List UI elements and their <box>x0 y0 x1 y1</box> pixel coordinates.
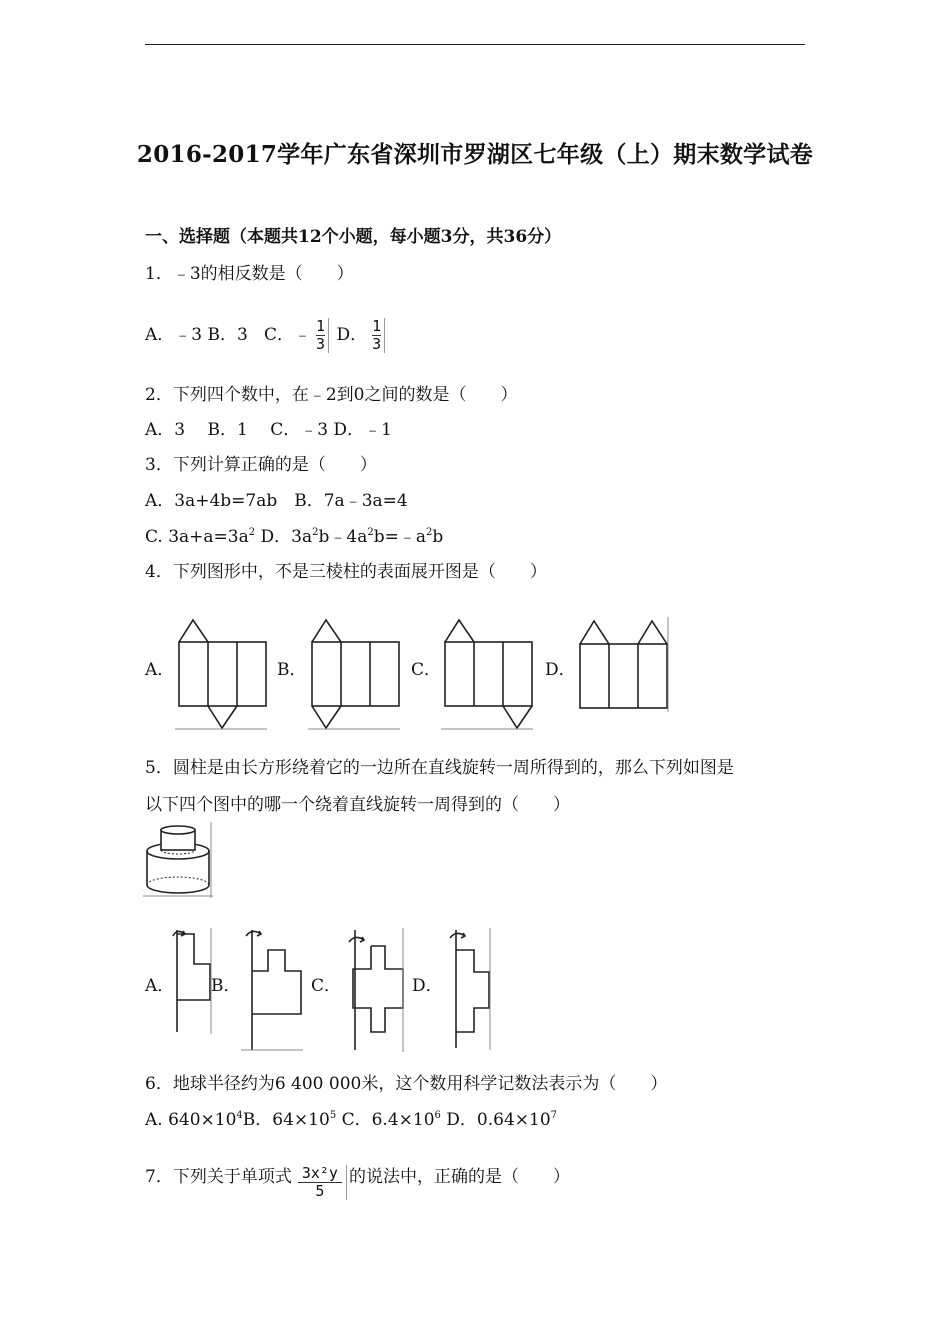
question-5-stem-line2: 以下四个图中的哪一个绕着直线旋转一周得到的（ ） <box>145 795 570 815</box>
fraction-denominator: 5 <box>315 1182 325 1200</box>
q5-figure-b <box>241 928 303 1052</box>
fraction-denominator: 3 <box>316 335 326 353</box>
exponent: 2 <box>248 527 256 538</box>
q5-solid-figure <box>143 822 213 898</box>
question-7-stem <box>145 1162 570 1200</box>
question-4-stem: 4．下列图形中，不是三棱柱的表面展开图是（ ） <box>145 562 547 582</box>
q4-label-d: D． <box>545 660 576 680</box>
question-5-stem-line1: 5．圆柱是由长方形绕着它的一边所在直线旋转一周所得到的，那么下列如图是 <box>145 758 734 778</box>
question-6-stem: 6．地球半径约为6 400 000米，这个数用科学记数法表示为（ ） <box>145 1074 668 1094</box>
header-rule <box>145 44 805 45</box>
q4-label-a: A． <box>145 660 175 680</box>
q1-option-c-sign: ﹣ <box>294 325 312 345</box>
exponent: 2 <box>312 527 319 538</box>
q5-figure-c <box>341 928 405 1052</box>
q1-option-b: B．3 <box>207 325 248 345</box>
question-3-options-row2 <box>145 522 443 547</box>
q1-option-d-fraction <box>369 318 385 353</box>
exponent: 6 <box>434 1110 441 1121</box>
q7-stem-suffix: 的说法中，正确的是（ ） <box>348 1167 570 1187</box>
question-3-options-row1: A．3a+4b=7ab B．7a﹣3a=4 <box>145 491 408 511</box>
q3-option-c: C. 3a+a=3a <box>145 527 249 547</box>
exponent: 2 <box>367 527 374 538</box>
q6-option-d: D．0.64×10 <box>440 1110 551 1130</box>
q4-figure-a <box>175 617 267 732</box>
exponent: 7 <box>550 1110 558 1121</box>
q4-figure-c <box>441 617 533 732</box>
q5-figure-d <box>445 928 493 1050</box>
q4-figure-b <box>308 617 400 732</box>
question-1-options <box>145 318 387 353</box>
q7-stem-prefix: 7．下列关于单项式 <box>145 1167 292 1187</box>
q5-label-a: A． <box>145 976 175 996</box>
fraction-numerator: 1 <box>372 317 382 335</box>
q1-option-a: A．﹣3 <box>145 325 203 345</box>
section-heading: 一、选择题（本题共12个小题，每小题3分，共36分） <box>145 227 562 247</box>
q4-label-c: C． <box>411 660 442 680</box>
q7-monomial-fraction <box>294 1165 347 1200</box>
fraction-denominator: 3 <box>372 335 382 353</box>
q3-option-d-part: b <box>432 527 444 547</box>
q4-figure-d <box>577 617 671 712</box>
q1-option-c-fraction <box>313 318 329 353</box>
question-1-stem: 1．﹣3的相反数是（ ） <box>145 264 354 284</box>
q5-figure-a <box>170 928 214 1034</box>
q5-label-c: C． <box>311 976 342 996</box>
exam-title: 2016-2017学年广东省深圳市罗湖区七年级（上）期末数学试卷 <box>136 141 814 168</box>
q1-option-c: C． <box>264 325 295 345</box>
exponent: 5 <box>329 1110 337 1121</box>
q3-option-d-part: b﹣4a <box>318 527 368 547</box>
q1-option-d: D． <box>336 325 368 345</box>
q4-label-b: B． <box>277 660 307 680</box>
q3-option-d: D．3a <box>255 527 313 547</box>
exponent: 2 <box>425 527 433 538</box>
q6-option-a: A. 640×10 <box>145 1110 237 1130</box>
q6-option-b: B．64×10 <box>242 1110 330 1130</box>
question-2-stem: 2．下列四个数中，在﹣2到0之间的数是（ ） <box>145 385 518 405</box>
q6-option-c: C．6.4×10 <box>336 1110 435 1130</box>
q3-option-d-part: b=﹣a <box>373 527 426 547</box>
question-2-options: A．3 B．1 C．﹣3 D．﹣1 <box>145 420 392 440</box>
question-6-options <box>145 1105 557 1130</box>
question-3-stem: 3．下列计算正确的是（ ） <box>145 455 377 475</box>
q5-label-b: B． <box>211 976 241 996</box>
fraction-numerator: 3x²y <box>298 1165 342 1183</box>
q5-label-d: D． <box>412 976 443 996</box>
fraction-numerator: 1 <box>316 317 326 335</box>
exponent: 4 <box>236 1110 243 1121</box>
